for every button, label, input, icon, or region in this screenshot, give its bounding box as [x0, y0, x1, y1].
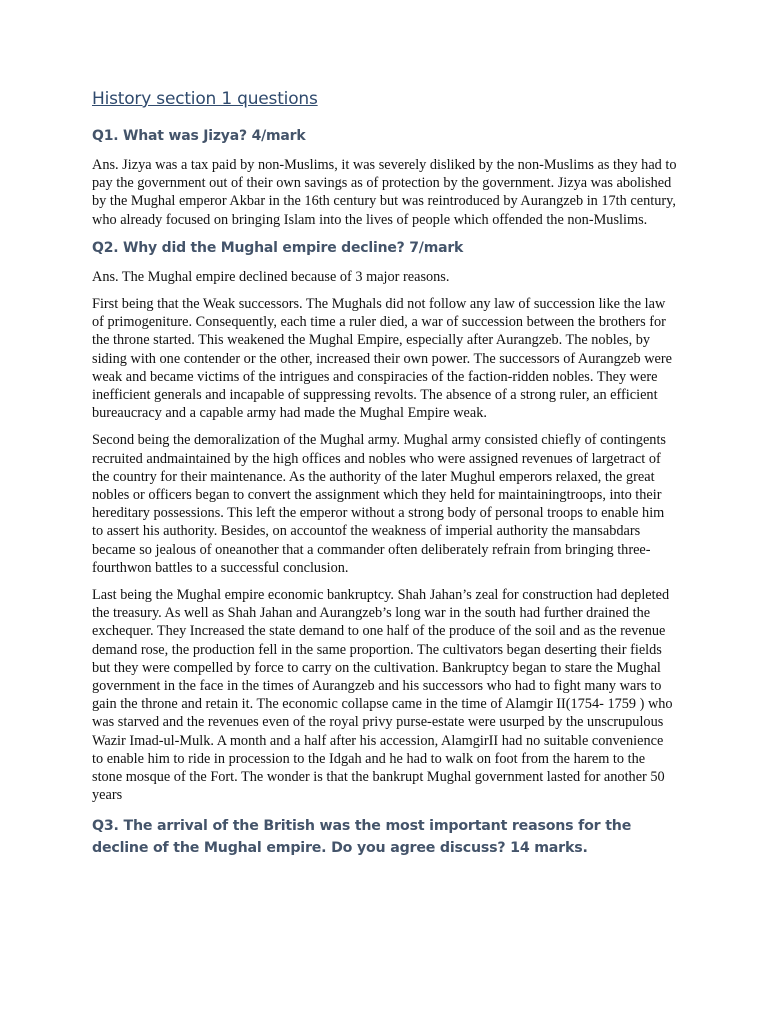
document-title: History section 1 questions	[92, 89, 318, 109]
question-2-reason-1: First being that the Weak successors. The Mughals did not follow any law of succession like the law of primogeniture. Consequently, each time a ruler died, a war of succession between the brothers for the throne started. This weakened the Mughal Empire, especially after Aurangzeb. The nobles, by siding with one contender or the other, increased their own power. The successors of Aurangzeb were weak and became victims of the intrigues and conspiracies of the faction-ridden nobles. They were inefficient generals and incapable of suppressing revolts. The absence of a strong ruler, an efficient bureaucracy and a capable army had made the Mughal Empire weak.	[92, 296, 672, 422]
question-1-answer: Ans. Jizya was a tax paid by non-Muslims, it was severely disliked by the non-Muslims as they had to pay the government out of their own savings as of protection by the government. Jizya was abolished by the Mughal emperor Akbar in the 16th century but was reintroduced by Aurangzeb in 17th century, who already focused on bringing Islam into the lives of people which offended the non-Muslims.	[92, 157, 677, 228]
question-2-reason-2: Second being the demoralization of the Mughal army. Mughal army consisted chiefly of contingents recruited andmaintained by the high offices and nobles who were assigned revenues of largetract of the country for their maintenance. As the authority of the later Mughul emperors relaxed, the great nobles or officers began to convert the assignment which they held for maintainingtroops, into their hereditary possessions. This left the emperor without a strong body of personal troops to enable him to assert his authority. Besides, on accountof the weakness of imperial authority the mansabdars became so jealous of oneanother that a commander often deliberately refrain from bringing three-fourthwon battles to a successful conclusion.	[92, 432, 666, 576]
question-2-heading: Q2. Why did the Mughal empire decline? 7/mark	[92, 239, 464, 256]
question-3-heading: Q3. The arrival of the British was the most important reasons for the decline of the Mughal empire. Do you agree discuss? 14 marks.	[92, 817, 632, 856]
question-2-intro: Ans. The Mughal empire declined because of 3 major reasons.	[92, 268, 450, 285]
document-page	[92, 86, 678, 869]
question-2-reason-3: Last being the Mughal empire economic bankruptcy. Shah Jahan’s zeal for construction had depleted the treasury. As well as Shah Jahan and Aurangzeb’s long war in the south had further drained the exchequer. They Increased the state demand to one half of the produce of the soil and as the revenue demand rose, the production fell in the same proportion. The cultivators began deserting their fields but they were compelled by force to carry on the cultivation. Bankruptcy began to stare the Mughal government in the face in the times of Aurangzeb and his successors who had to fight many wars to gain the throne and retain it. The economic collapse came in the time of Alamgir II(1754- 1759 ) who was starved and the revenues even of the royal privy purse-estate were usurped by the unscrupulous Wazir Imad-ul-Mulk. A month and a half after his accession, AlamgirII had no suitable convenience to enable him to ride in procession to the Idgah and he had to walk on foot from the harem to the stone mosque of the Fort. The wonder is that the bankrupt Mughal government lasted for another 50 years	[92, 587, 673, 804]
question-1-heading: Q1. What was Jizya? 4/mark	[92, 128, 306, 144]
